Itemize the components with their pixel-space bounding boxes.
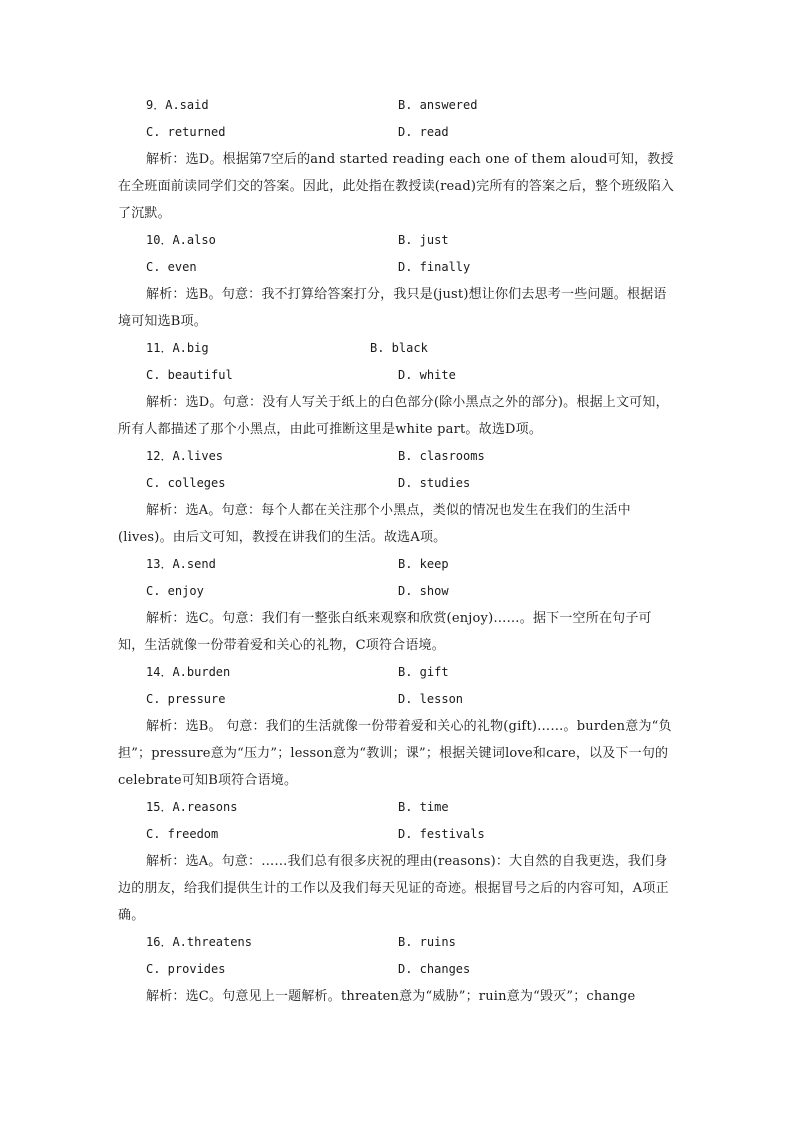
option-c: C. provides <box>146 962 226 976</box>
option-d: D. studies <box>398 476 471 490</box>
option-row-cd <box>0 119 794 146</box>
option-b: B. ruins <box>398 935 456 949</box>
option-a: 11．A.big <box>146 341 209 355</box>
question-15 <box>0 794 794 929</box>
option-row-cd <box>0 578 794 605</box>
option-row-ab <box>0 794 794 821</box>
option-a: 16．A.threatens <box>146 935 252 949</box>
option-row-ab <box>0 443 794 470</box>
question-12 <box>0 443 794 551</box>
question-10 <box>0 227 794 335</box>
option-d: D. read <box>398 125 449 139</box>
option-row-ab <box>0 335 794 362</box>
option-a: 12．A.lives <box>146 449 224 463</box>
option-c: C. even <box>146 260 197 274</box>
option-c: C. returned <box>146 125 226 139</box>
option-d: D. white <box>398 368 456 382</box>
question-9 <box>0 92 794 227</box>
question-14 <box>0 659 794 794</box>
analysis-text: 解析：选B。句意：我不打算给答案打分，我只是(just)想让你们去思考一些问题。根据语境可知选B项。 <box>118 287 667 329</box>
option-row-ab <box>0 551 794 578</box>
option-a: 15．A.reasons <box>146 800 238 814</box>
option-row-ab <box>0 92 794 119</box>
option-row-cd <box>0 686 794 713</box>
analysis-text: 解析：选D。句意：没有人写关于纸上的白色部分(除小黑点之外的部分)。根据上文可知，所有人都描述了那个小黑点，由此可推断这里是white part。故选D项。 <box>118 395 669 437</box>
option-d: D. finally <box>398 260 471 274</box>
option-a: 14．A.burden <box>146 665 231 679</box>
analysis-text: 解析：选A。句意：每个人都在关注那个小黑点，类似的情况也发生在我们的生活中(lives)。由后文可知，教授在讲我们的生活。故选A项。 <box>118 503 631 545</box>
option-b: B. gift <box>398 665 449 679</box>
option-row-ab <box>0 659 794 686</box>
option-c: C. beautiful <box>146 368 233 382</box>
option-row-cd <box>0 821 794 848</box>
option-row-cd <box>0 956 794 983</box>
option-row-cd <box>0 254 794 281</box>
option-c: C. colleges <box>146 476 226 490</box>
option-a: 10．A.also <box>146 233 216 247</box>
option-b: B. time <box>398 800 449 814</box>
option-row-cd <box>0 470 794 497</box>
option-a: 13．A.send <box>146 557 216 571</box>
option-b: B. answered <box>398 98 478 112</box>
analysis-text: 解析：选C。句意见上一题解析。threaten意为“威胁”；ruin意为“毁灭”；change <box>146 989 636 1004</box>
option-row-cd <box>0 362 794 389</box>
analysis-text: 解析：选C。句意：我们有一整张白纸来观察和欣赏(enjoy)……。据下一空所在句子可知，生活就像一份带着爱和关心的礼物，C项符合语境。 <box>118 611 652 653</box>
option-b: B. just <box>398 233 449 247</box>
analysis-text: 解析：选D。根据第7空后的and started reading each one of them aloud可知，教授在全班面前读同学们交的答案。因此，此处指在教授读(read)完所有的答案之后，整个班级陷入了沉默。 <box>118 152 675 221</box>
option-c: C. pressure <box>146 692 226 706</box>
option-row-ab <box>0 227 794 254</box>
question-11 <box>0 335 794 443</box>
option-d: D. lesson <box>398 692 464 706</box>
option-d: D. changes <box>398 962 471 976</box>
option-c: C. enjoy <box>146 584 204 598</box>
option-c: C. freedom <box>146 827 219 841</box>
option-b: B. clasrooms <box>398 449 485 463</box>
option-d: D. show <box>398 584 449 598</box>
option-a: 9．A.said <box>146 98 209 112</box>
question-16 <box>0 929 794 1010</box>
question-13 <box>0 551 794 659</box>
option-d: D. festivals <box>398 827 485 841</box>
option-row-ab <box>0 929 794 956</box>
top-margin <box>0 0 794 92</box>
analysis-text: 解析：选A。句意：……我们总有很多庆祝的理由(reasons)：大自然的自我更迭，我们身边的朋友，给我们提供生计的工作以及我们每天见证的奇迹。根据冒号之后的内容可知，A项正确。 <box>118 854 669 923</box>
option-b: B. black <box>370 341 428 355</box>
option-b: B. keep <box>398 557 449 571</box>
analysis-text: 解析：选B。 句意：我们的生活就像一份带着爱和关心的礼物(gift)……。burden意为“负担”；pressure意为“压力”；lesson意为“教训；课”；根据关键词love和care，以及下一句的celebrate可知B项符合语境。 <box>118 719 672 788</box>
